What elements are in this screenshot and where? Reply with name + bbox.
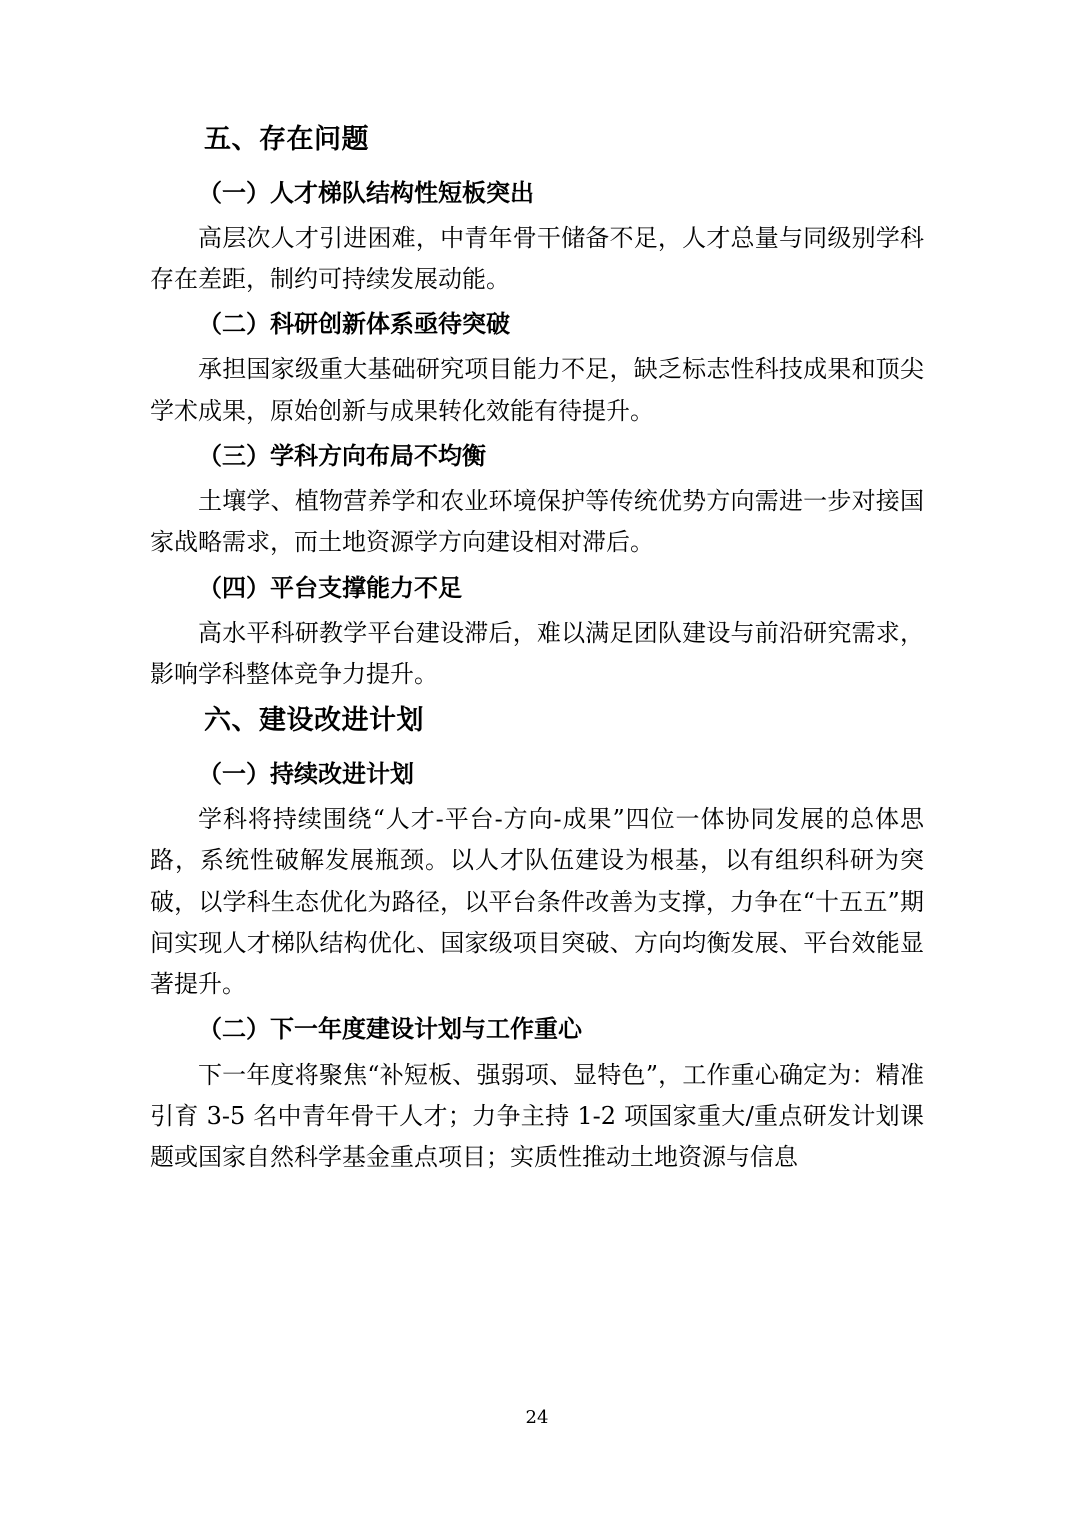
paragraph-talent-gap: 高层次人才引进困难，中青年骨干储备不足，人才总量与同级别学科存在差距，制约可持续发展动能。 [150,223,924,293]
page-content [150,120,924,1178]
paragraph-platform-support: 高水平科研教学平台建设滞后，难以满足团队建设与前沿研究需求，影响学科整体竞争力提升。 [150,618,924,689]
section-heading-improvement-plan: 六、建设改进计划 [204,705,424,737]
subsection-heading-talent-gap: （一）人才梯队结构性短板突出 [198,178,534,207]
subsection-heading-platform-support: （四）平台支撑能力不足 [198,573,462,602]
section-heading-existing-problems: 五、存在问题 [204,124,369,155]
subsection-heading-next-year-plan: （二）下一年度建设计划与工作重心 [198,1015,582,1044]
subsection-heading-continuous-improvement: （一）持续改进计划 [198,759,414,788]
subsection-heading-discipline-layout: （三）学科方向布局不均衡 [198,441,486,470]
paragraph-next-year-plan: 下一年度将聚焦“补短板、强弱项、显特色”，工作重心确定为：精准引育 3-5 名中青年骨干人才；力争主持 1-2 项国家重大/重点研发计划课题或国家自然科学基金重点项目；实质性推动土地资源与信息 [150,1060,924,1172]
subsection-heading-research-innovation: （二）科研创新体系亟待突破 [198,310,510,339]
paragraph-discipline-layout: 土壤学、植物营养学和农业环境保护等传统优势方向需进一步对接国家战略需求，而土地资源学方向建设相对滞后。 [150,487,924,557]
page-number: 24 [525,1407,549,1428]
paragraph-continuous-improvement: 学科将持续围绕“人才-平台-方向-成果”四位一体协同发展的总体思路，系统性破解发展瓶颈。以人才队伍建设为根基，以有组织科研为突破，以学科生态优化为路径，以平台条件改善为支撑，力争在“十五五”期间实现人才梯队结构优化、国家级项目突破、方向均衡发展、平台效能显著提升。 [150,805,924,999]
paragraph-research-innovation: 承担国家级重大基础研究项目能力不足，缺乏标志性科技成果和顶尖学术成果，原始创新与成果转化效能有待提升。 [150,355,924,425]
